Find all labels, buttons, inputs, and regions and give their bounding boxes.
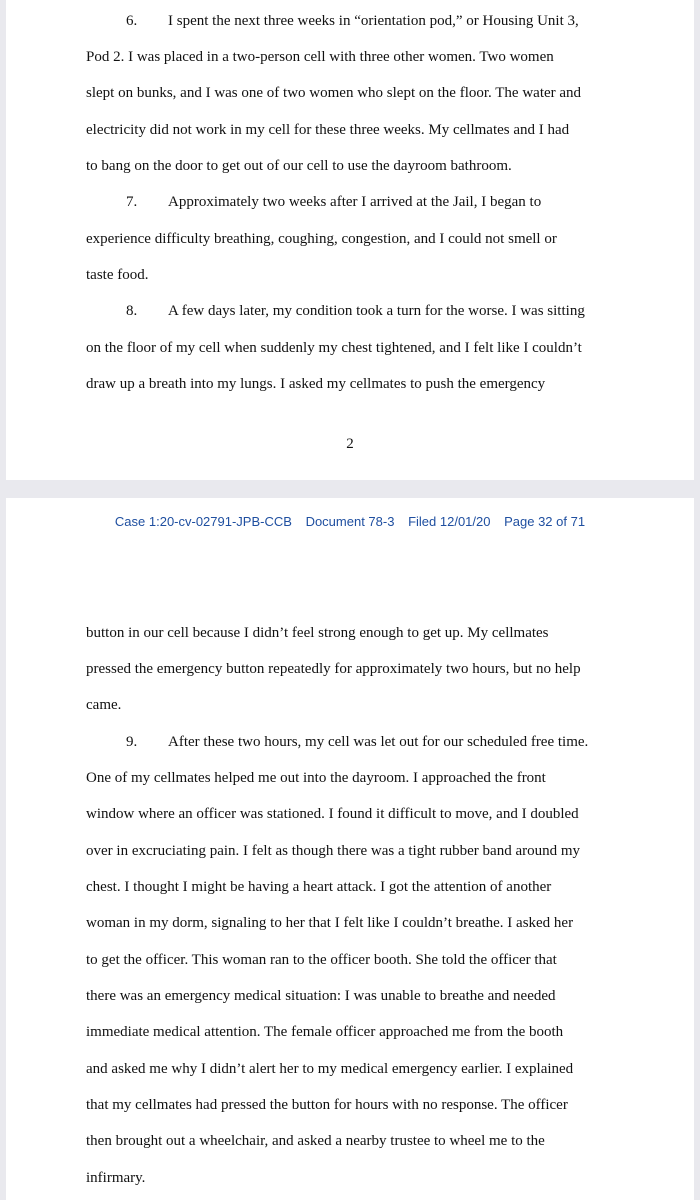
paragraph-8-number: 8. bbox=[126, 303, 138, 319]
paragraph-7-line-2: experience difficulty breathing, coughing, congestion, and I could not smell or bbox=[86, 231, 557, 247]
paragraph-8-line-1: 8. A few days later, my condition took a turn for the worse. I was sitting bbox=[126, 303, 585, 319]
paragraph-6-line-5: to bang on the door to get out of our cell to use the dayroom bathroom. bbox=[86, 158, 512, 174]
case-header bbox=[6, 514, 694, 529]
document-page-top bbox=[6, 0, 694, 480]
filed-date: Filed 12/01/20 bbox=[408, 514, 491, 529]
paragraph-7-number: 7. bbox=[126, 194, 138, 210]
paragraph-6-line-4: electricity did not work in my cell for these three weeks. My cellmates and I had bbox=[86, 122, 570, 138]
paragraph-8-line-3: draw up a breath into my lungs. I asked my cellmates to push the emergency bbox=[86, 376, 546, 392]
paragraph-9-line-12: then brought out a wheelchair, and asked a nearby trustee to wheel me to the bbox=[86, 1133, 545, 1149]
paragraph-9-line-1: 9. After these two hours, my cell was let out for our scheduled free time. bbox=[126, 734, 589, 750]
paragraph-9-line-13: infirmary. bbox=[86, 1170, 146, 1186]
paragraph-9-line-9: immediate medical attention. The female officer approached me from the booth bbox=[86, 1024, 564, 1040]
paragraph-9-line-6: woman in my dorm, signaling to her that I felt like I couldn’t breathe. I asked her bbox=[86, 915, 574, 931]
paragraph-9-line-10: and asked me why I didn’t alert her to my medical emergency earlier. I explained bbox=[86, 1061, 574, 1077]
paragraph-9-line-8: there was an emergency medical situation: I was unable to breathe and needed bbox=[86, 988, 556, 1004]
paragraph-9-number: 9. bbox=[126, 734, 138, 750]
paragraph-7-line-3: taste food. bbox=[86, 267, 149, 283]
paragraph-8-cont-line-3: came. bbox=[86, 697, 122, 713]
paragraph-6-line-1: 6. I spent the next three weeks in “orientation pod,” or Housing Unit 3, bbox=[126, 13, 579, 29]
paragraph-8-cont-line-1: button in our cell because I didn’t feel strong enough to get up. My cellmates bbox=[86, 625, 549, 641]
paragraph-6-line-3: slept on bunks, and I was one of two women who slept on the floor. The water and bbox=[86, 85, 582, 101]
paragraph-9-line-11: that my cellmates had pressed the button for hours with no response. The officer bbox=[86, 1097, 568, 1113]
case-number: Case 1:20-cv-02791-JPB-CCB bbox=[114, 514, 292, 529]
paragraph-9-line-2: One of my cellmates helped me out into the dayroom. I approached the front bbox=[86, 770, 546, 786]
paragraph-9-line-5: chest. I thought I might be having a heart attack. I got the attention of another bbox=[86, 879, 552, 895]
page-count: Page 32 of 71 bbox=[504, 514, 586, 529]
page-number: 2 bbox=[346, 436, 354, 452]
document-number: Document 78-3 bbox=[305, 514, 395, 529]
paragraph-9-line-7: to get the officer. This woman ran to the officer booth. She told the officer that bbox=[86, 952, 557, 968]
paragraph-8-cont-line-2: pressed the emergency button repeatedly for approximately two hours, but no help bbox=[86, 661, 581, 677]
paragraph-7-line-1: 7. Approximately two weeks after I arrived at the Jail, I began to bbox=[126, 194, 542, 210]
paragraph-9-line-4: over in excruciating pain. I felt as though there was a tight rubber band around my bbox=[86, 843, 581, 859]
paragraph-6-line-2: Pod 2. I was placed in a two-person cell with three other women. Two women bbox=[86, 49, 554, 65]
paragraph-8-line-2: on the floor of my cell when suddenly my chest tightened, and I felt like I couldn’t bbox=[86, 340, 582, 356]
document-page-bottom bbox=[6, 498, 694, 1200]
paragraph-6-number: 6. bbox=[126, 13, 138, 29]
paragraph-9-line-3: window where an officer was stationed. I found it difficult to move, and I doubled bbox=[86, 806, 579, 822]
